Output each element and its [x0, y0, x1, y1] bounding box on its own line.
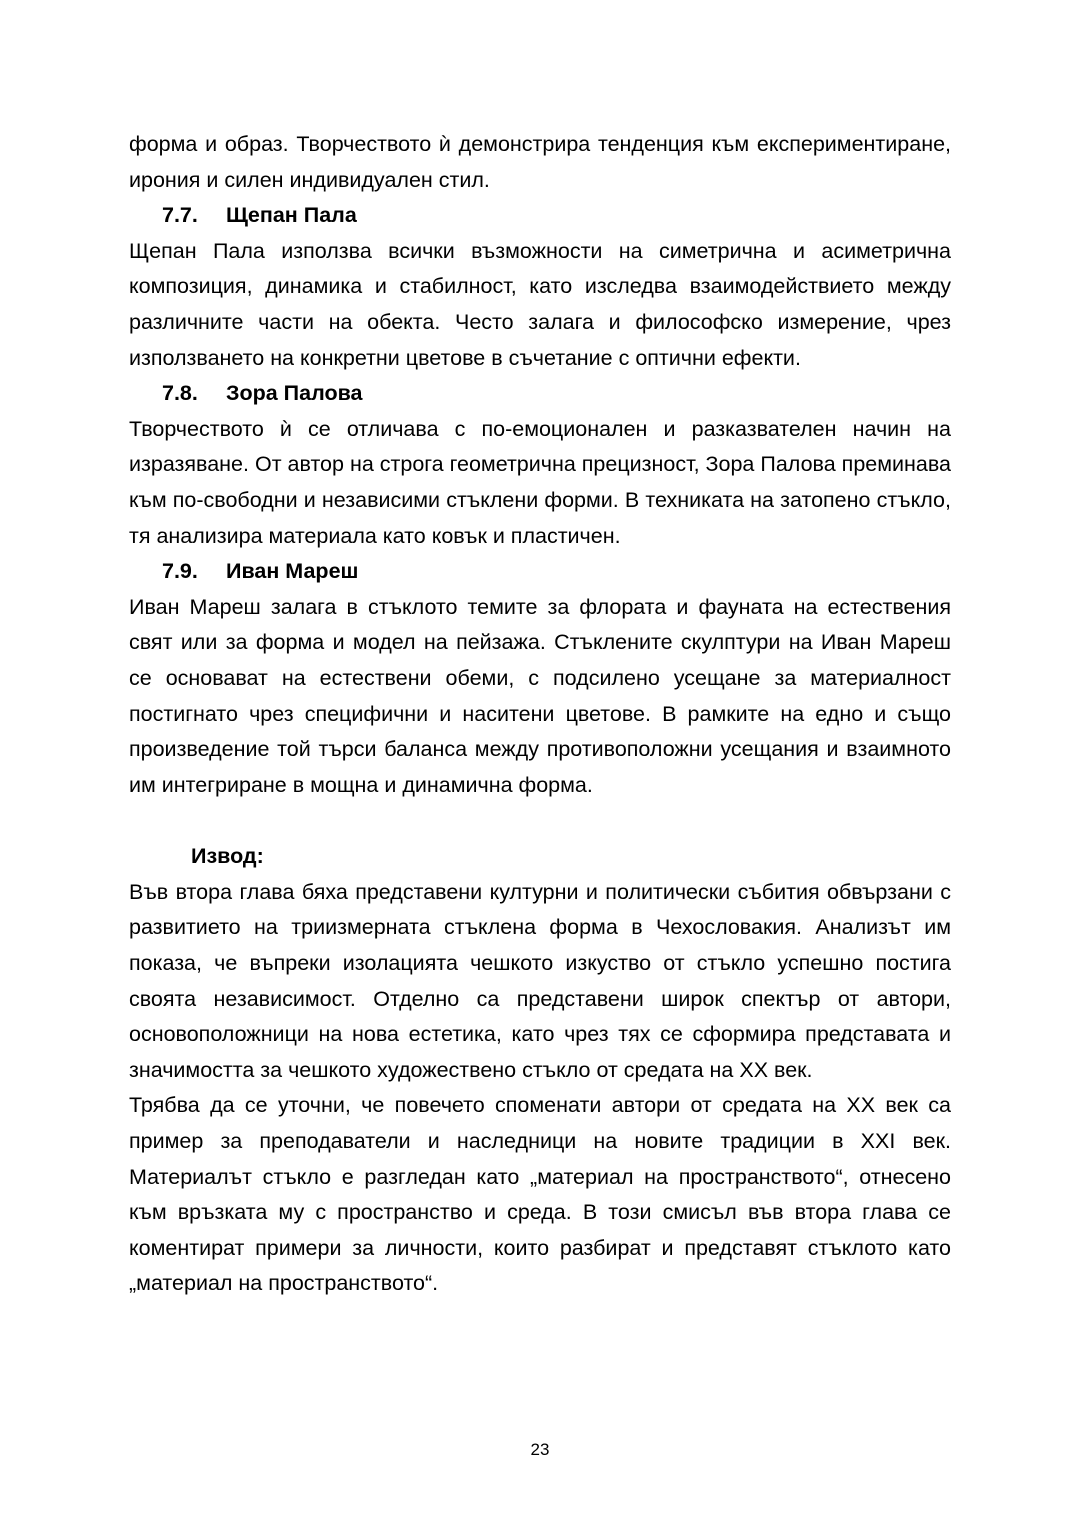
section-number: 7.8.: [162, 381, 198, 406]
section-number: 7.9.: [162, 559, 198, 584]
section-title: Щепан Пала: [226, 203, 357, 228]
conclusion-title: Извод:: [191, 844, 264, 869]
page-body: [129, 127, 951, 1302]
conclusion-paragraph: Трябва да се уточни, че повечето споменати автори от средата на XX век са пример за преподаватели и наследници на новите традиции в XXI век. Материалът стъкло е разгледан като „материал на пространството“, отнесено към връзката му с пространство и среда. В този смисъл във втора глава се коментират примери за личности, които разбират и представят стъклото като „материал на пространството“.: [129, 1093, 951, 1296]
section-heading: [129, 376, 951, 412]
section-text: Творчеството ѝ се отличава с по-емоционален и разказвателен начин на изразяване. От автор на строга геометрична прецизност, Зора Палова преминава към по-свободни и независими стъклени форми. В техниката на затопено стъкло, тя анализира материала като ковък и пластичен.: [129, 416, 951, 548]
section-heading: [129, 554, 951, 590]
section-text: Щепан Пала използва всички възможности на симетрична и асиметрична композиция, динамика и стабилност, като изследва взаимодействието между различните части на обекта. Често залага и философско измерение, чрез използването на конкретни цветове в съчетание с оптични ефекти.: [129, 238, 951, 370]
section-text: Иван Мареш залага в стъклото темите за флората и фауната на естествения свят или за форма и модел на пейзажа. Стъклените скулптури на Иван Мареш се основават на естествени обеми, с подсилено усещане за материалност постигнато чрез специфични и наситени цветове. В рамките на едно и също произведение той търси баланса между противоположни усещания и взаимното им интегриране в мощна и динамична форма.: [129, 594, 951, 797]
section-title: Иван Мареш: [226, 559, 359, 584]
section-number: 7.7.: [162, 203, 198, 228]
section-7-9: [129, 554, 951, 803]
section-7-8: [129, 376, 951, 554]
conclusion-paragraph: Във втора глава бяха представени културни и политически събития обвързани с развитието на триизмерната стъклена форма в Чехословакия. Анализът им показа, че въпреки изолацията чешкото изкуство от стъкло успешно постига своята независимост. Отделно са представени широк спектър от автори, основоположници на нова естетика, като чрез тях се сформира представата и значимостта за чешкото художествено стъкло от средата на XX век.: [129, 879, 951, 1082]
conclusion: [129, 839, 951, 1302]
spacer: [129, 803, 951, 839]
intro-paragraph: форма и образ. Творчеството ѝ демонстрира тенденция към експериментиране, ирония и силен индивидуален стил.: [129, 132, 951, 192]
section-title: Зора Палова: [226, 381, 363, 406]
page-number: 23: [530, 1440, 550, 1459]
section-7-7: [129, 198, 951, 376]
section-heading: [129, 198, 951, 234]
